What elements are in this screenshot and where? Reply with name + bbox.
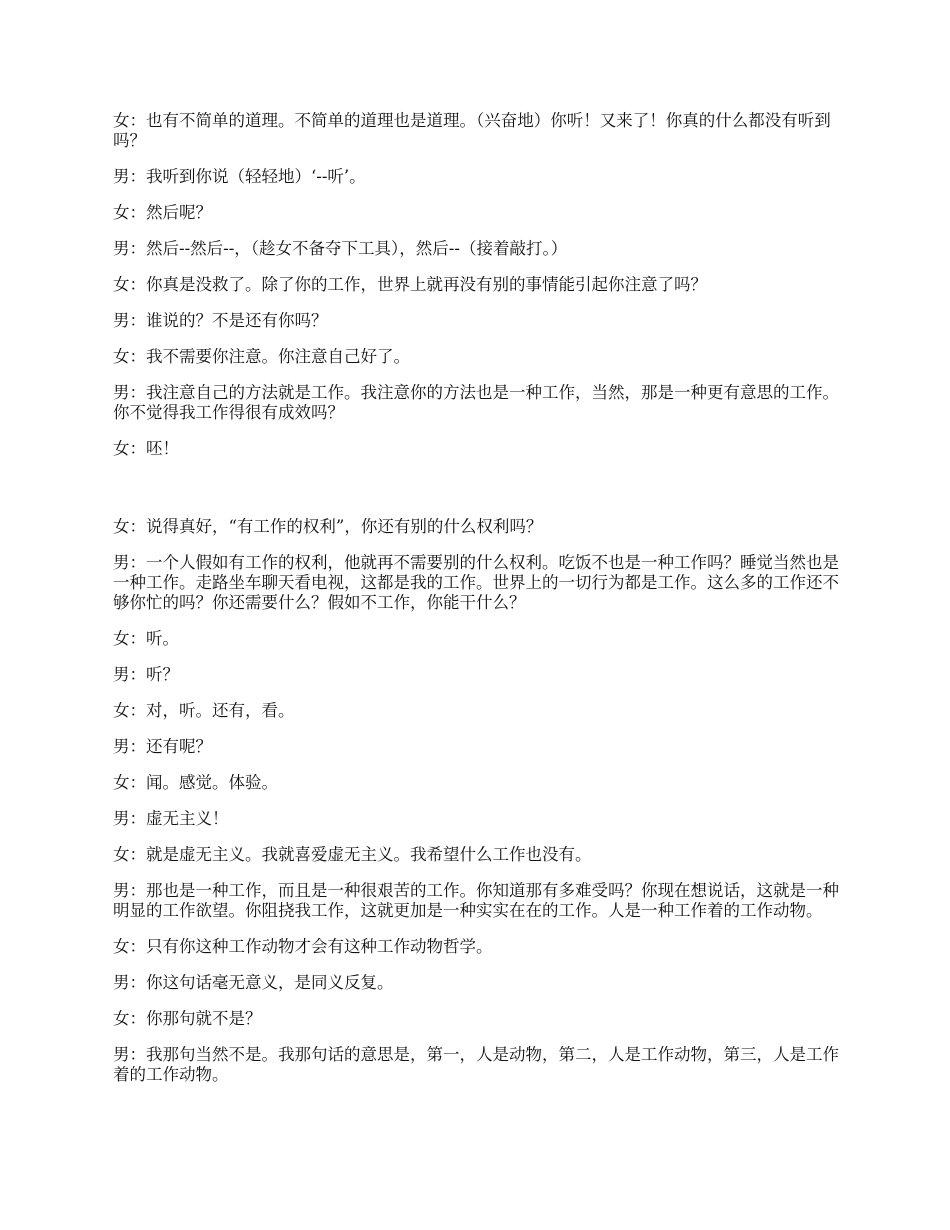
- dialogue-line: 男：还有呢？: [113, 737, 212, 756]
- dialogue-line: 女：只有你这种工作动物才会有这种工作动物哲学。: [113, 937, 493, 956]
- dialogue-section-2: [113, 517, 841, 1085]
- dialogue-line: 男：那也是一种工作，而且是一种很艰苦的工作。你知道那有多难受吗？你现在想说话，这就是一种明显的工作欲望。你阻挠我工作，这就更加是一种实实在在的工作。人是一种工作着的工作动物。: [113, 881, 839, 920]
- dialogue-line: 男：虚无主义！: [113, 809, 229, 828]
- dialogue-line: 女：你那句就不是？: [113, 1009, 262, 1028]
- dialogue-line: 女：对，听。还有，看。: [113, 701, 295, 720]
- dialogue-line: 男：你这句话毫无意义，是同义反复。: [113, 973, 394, 992]
- dialogue-text: [113, 111, 841, 1101]
- dialogue-line: 女：然后呢？: [113, 203, 212, 222]
- dialogue-line: 女：呸！: [113, 439, 179, 458]
- dialogue-line: 男：一个人假如有工作的权利，他就再不需要别的什么权利。吃饭不也是一种工作吗？睡觉当然也是一种工作。走路坐车聊天看电视，这都是我的工作。世界上的一切行为都是工作。这么多的工作还不够你忙的吗？你还需要什么？假如不工作，你能干什么？: [113, 553, 839, 612]
- section-spacer: [113, 475, 841, 517]
- dialogue-line: 女：就是虚无主义。我就喜爱虚无主义。我希望什么工作也没有。: [113, 845, 592, 864]
- dialogue-line: 女：也有不简单的道理。不简单的道理也是道理。（兴奋地）你听！又来了！你真的什么都没有听到吗？: [113, 111, 831, 150]
- dialogue-line: 女：我不需要你注意。你注意自己好了。: [113, 347, 410, 366]
- dialogue-line: 男：我那句当然不是。我那句话的意思是，第一，人是动物，第二，人是工作动物，第三，人是工作着的工作动物。: [113, 1045, 839, 1084]
- dialogue-line: 女：你真是没救了。除了你的工作，世界上就再没有别的事情能引起你注意了吗？: [113, 275, 707, 294]
- dialogue-line: 男：我注意自己的方法就是工作。我注意你的方法也是一种工作，当然，那是一种更有意思的工作。你不觉得我工作得很有成效吗？: [113, 383, 839, 422]
- dialogue-line: 男：然后--然后--，（趁女不备夺下工具），然后--（接着敲打。）: [113, 239, 568, 258]
- dialogue-section-1: [113, 111, 841, 459]
- dialogue-line: 女：闻。感觉。体验。: [113, 773, 278, 792]
- dialogue-line: 女：说得真好，“有工作的权利”，你还有别的什么权利吗？: [113, 517, 543, 536]
- dialogue-line: 男：谁说的？不是还有你吗？: [113, 311, 328, 330]
- dialogue-line: 男：听？: [113, 665, 179, 684]
- dialogue-line: 女：听。: [113, 629, 179, 648]
- dialogue-line: 男：我听到你说（轻轻地）‘--听’。: [113, 167, 366, 186]
